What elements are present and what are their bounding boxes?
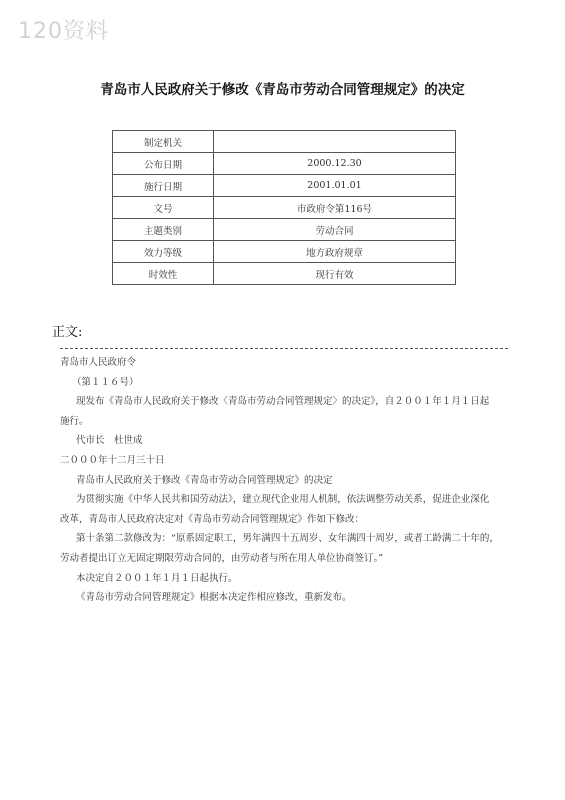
table-row (113, 175, 456, 197)
divider (60, 348, 508, 349)
paragraph: 为贯彻实施《中华人民共和国劳动法》，建立现代企业用人机制，依法调整劳动关系，促进企业深化 (76, 494, 490, 506)
metadata-table (112, 130, 456, 285)
paragraph: 青岛市人民政府令 (60, 357, 137, 368)
table-cell-label: 主题类别 (113, 219, 214, 241)
table-cell-label: 效力等级 (113, 241, 214, 263)
table-cell-label: 公布日期 (113, 153, 214, 175)
table-cell-value: 现行有效 (214, 263, 456, 285)
paragraph: 改革，青岛市人民政府决定对《青岛市劳动合同管理规定》作如下修改： (60, 513, 365, 525)
table-cell-value: 市政府令第116号 (214, 197, 456, 219)
paragraph: 劳动者提出订立无固定期限劳动合同的，由劳动者与所在用人单位协商签订。” (60, 552, 384, 564)
paragraph: 第十条第二款修改为：“原系固定职工，男年满四十五周岁、女年满四十周岁，或者工龄满二十年的， (76, 533, 499, 545)
section-label-body: 正文: (52, 325, 83, 340)
table-row (113, 263, 456, 285)
document-title: 青岛市人民政府关于修改《青岛市劳动合同管理规定》的决定 (100, 82, 465, 98)
table-cell-value (214, 131, 456, 153)
paragraph: 《青岛市劳动合同管理规定》根据本决定作相应修改，重新发布。 (76, 592, 352, 604)
table-row (113, 131, 456, 153)
table-row (113, 197, 456, 219)
paragraph: 二０００年十二月三十日 (60, 454, 165, 466)
table-row (113, 153, 456, 175)
table-cell-label: 文号 (113, 197, 214, 219)
paragraph: 代市长 杜世成 (76, 435, 143, 447)
table-cell-value: 地方政府规章 (214, 241, 456, 263)
table-cell-label: 时效性 (113, 263, 214, 285)
paragraph: （第１１６号） (72, 376, 139, 388)
table-cell-label: 制定机关 (113, 131, 214, 153)
table-cell-value: 2001.01.01 (214, 175, 456, 197)
table-cell-label: 施行日期 (113, 175, 214, 197)
paragraph: 青岛市人民政府关于修改《青岛市劳动合同管理规定》的决定 (76, 474, 333, 486)
table-row (113, 241, 456, 263)
watermark: 120资料 (18, 19, 109, 44)
table-row (113, 219, 456, 241)
body-text (60, 353, 520, 608)
paragraph: 现发布《青岛市人民政府关于修改〈青岛市劳动合同管理规定〉的决定》，自２００１年１月１日起 (76, 396, 490, 408)
table-cell-value: 2000.12.30 (214, 153, 456, 175)
paragraph: 本决定自２００１年１月１日起执行。 (76, 572, 238, 584)
paragraph: 施行。 (60, 415, 89, 427)
table-cell-value: 劳动合同 (214, 219, 456, 241)
